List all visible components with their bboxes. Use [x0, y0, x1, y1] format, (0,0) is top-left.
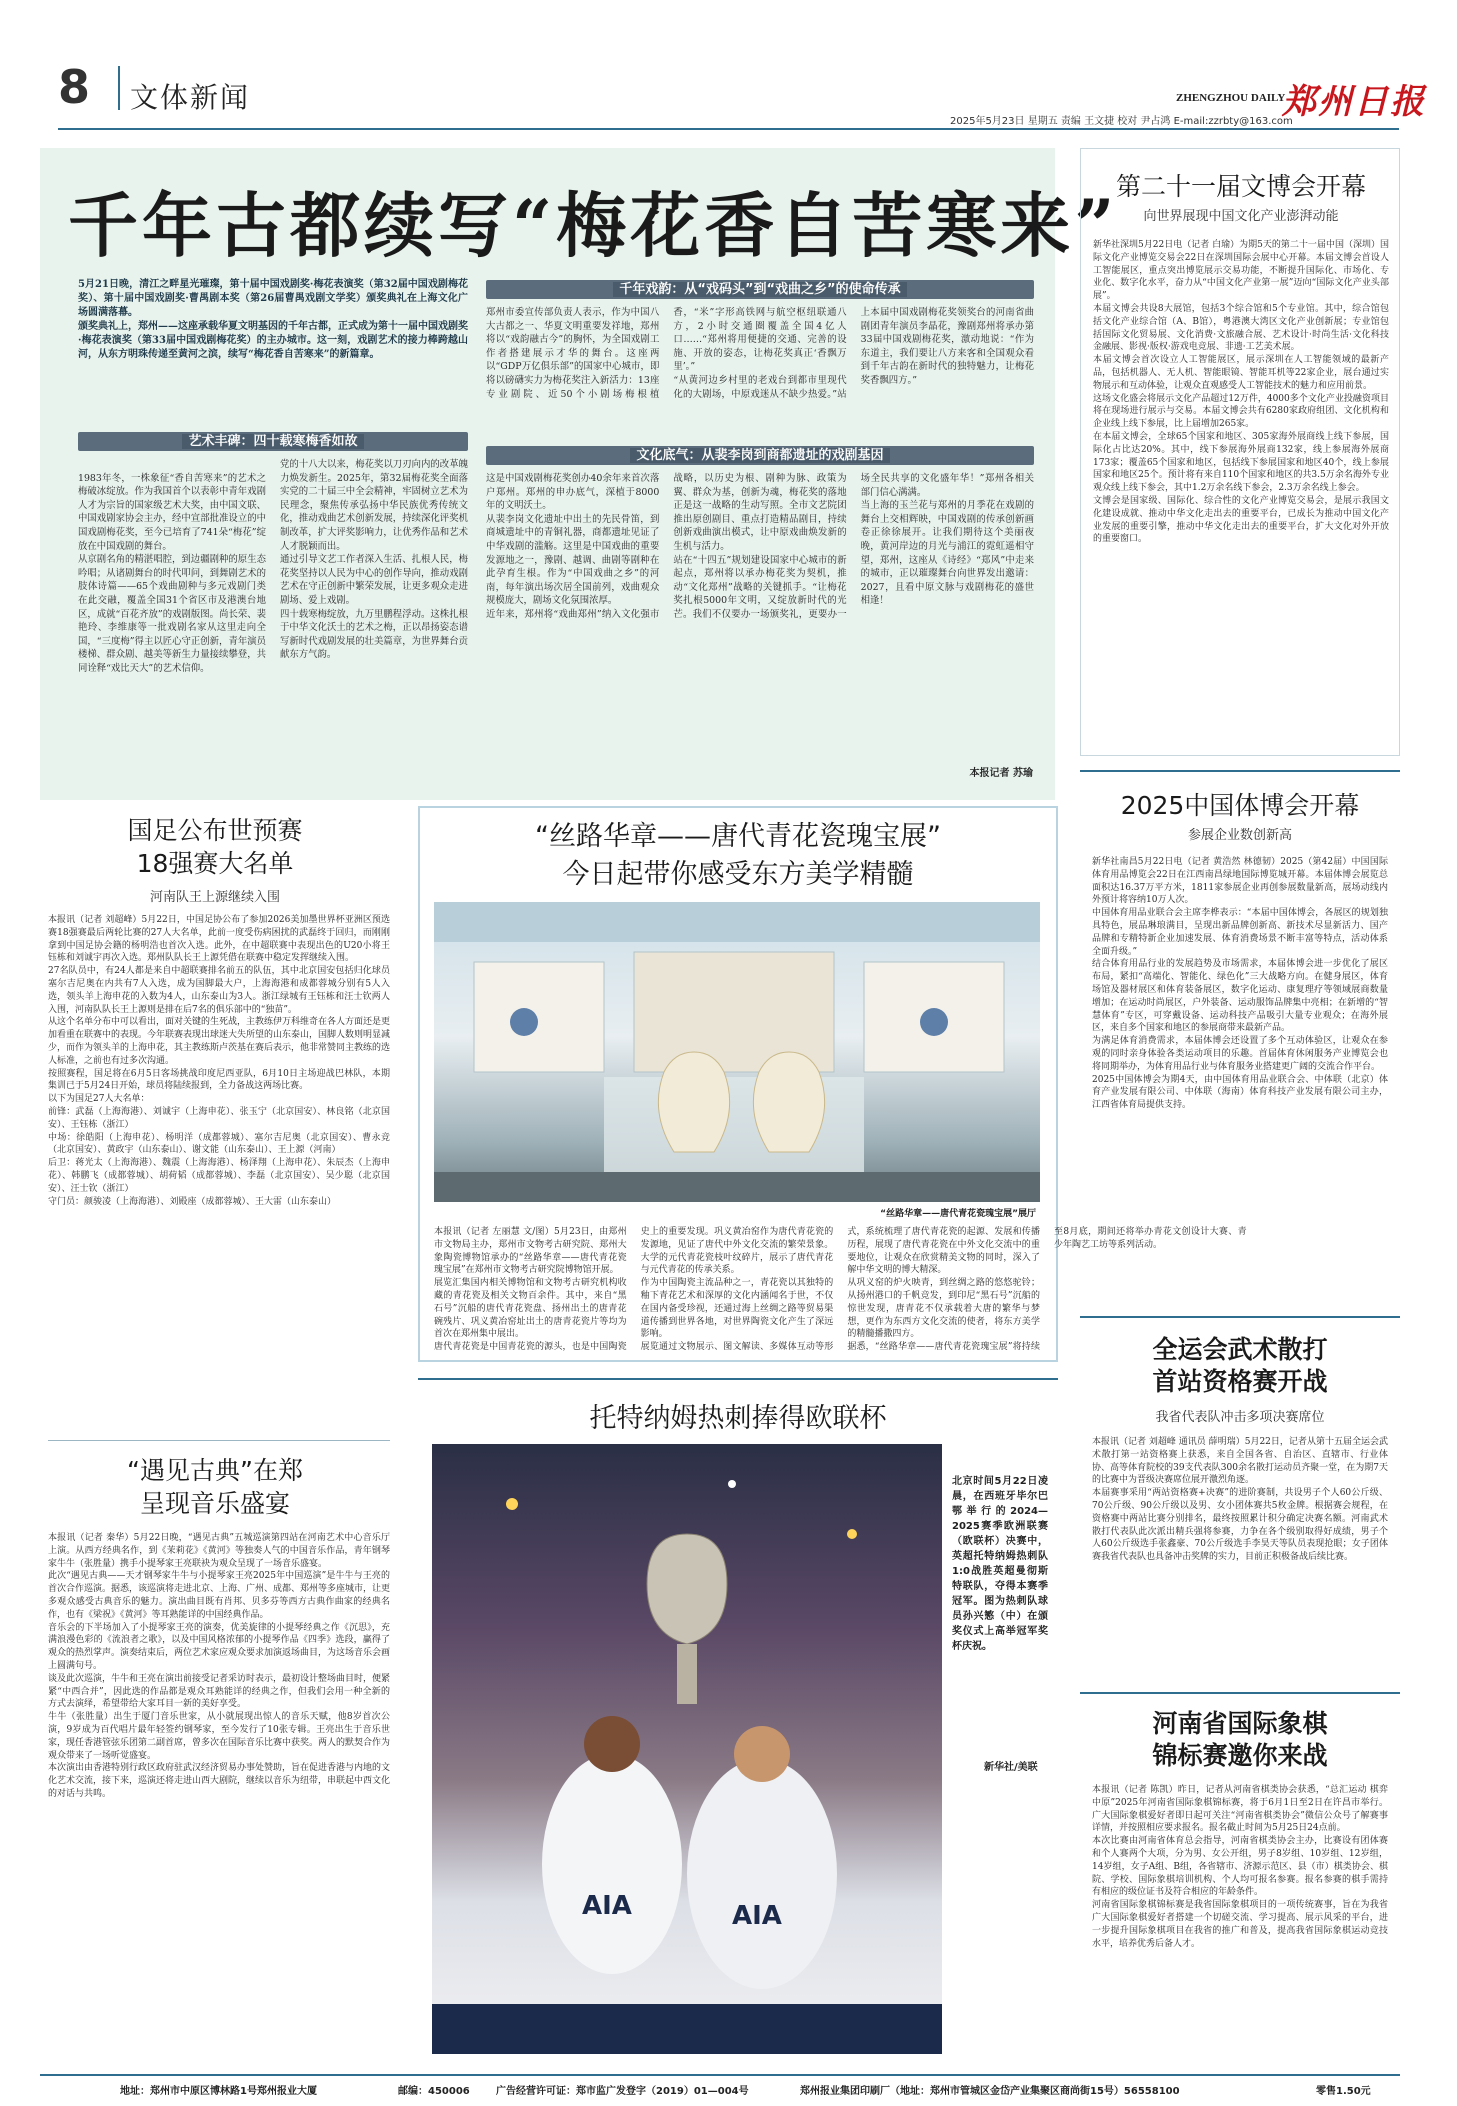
europa-title: 托特纳姆热刺捧得欧联杯: [589, 1403, 887, 1434]
expo-text: 新华社深圳5月22日电（记者 白瑜）为期5天的第二十一届中国（深圳）国际文化产业博览交易会22日在深圳国际会展中心开幕。本届文博会首设人工智能展区，重点突出博览展示交易功能，不断提升国际化、市场化、专业化、数字化水平，奋力从“中国文化产业第一展”迈向“国际文化产业头部展”。 本届文博会共设8大展馆，包括3个综合馆和5个专业馆。其中，综合馆包括文化产业综合馆（A、B馆），粤港澳大湾区文化产业创新展；专业馆包括国际文化贸易展、文化消费·文旅融合展、艺术设计·时尚生活·文化科技金融展、影视·版权·游戏电竞展、非遗·工艺美术展。 本届文博会首次设立人工智能展区，展示深圳在人工智能领域的最新产品，包括机器人、无人机、智能眼镜、智能耳机等22家企业，展台通过实物展示和互动体验，让观众直观感受人工智能技术的魅力和应用前景。 这场文化盛会将展示文化产品超过12万件，4000多个文化产业投融资项目将在现场进行展示与交易。本届文博会共有6280家政府组团、文化机构和企业线上线下参展，比上届增加265家。 在本届文博会，全球65个国家和地区、305家海外展商线上线下参展，国际化占比达20%。其中，线下参展海外展商132家，线上参展海外展商173家；覆盖65个国家和地区，包括线下参展国家和地区40个，线上参展国家和地区25个。预计将有来自110个国家和地区的共3.5万余名海外专业观众线上线下参会，其中1.2万余名线下参会，2.3万余名线上参会。 文博会是国家级、国际化、综合性的文化产业博览交易会，是展示我国文化建设成就、推动中华文化走出去的重要平台，已成长为推动中国文化产业发展的重要引擎，推动中华文化走出去的重要平台，扩大文化对外开放的重要窗口。: [1093, 240, 1389, 545]
story-chess: [1080, 1692, 1400, 2064]
europa-celebration-photo: [432, 1444, 942, 2054]
header-rule: [58, 128, 1399, 130]
lead-story: [40, 148, 1119, 800]
footer-price: 零售1.50元: [1316, 2086, 1371, 2097]
porcelain-photo-art: [434, 902, 1040, 1202]
lead-col1: 1983年冬，一株象征“香自苦寒来”的艺术之梅破冰绽放。作为我国首个以表彰中青年戏剧人才为宗旨的国家级艺术大奖，由中国文联、中国戏剧家协会主办，经中宣部批准设立的中国戏剧梅花奖，至今已培育了741朵“梅花”绽放在中国戏剧的舞台。 从京剧名角的精湛唱腔，到边疆剧种的原生态吟唱；从诸剧舞台的时代叩问，到舞剧艺术的肢体诗篇——65个戏曲剧种与多元戏剧门类在此交融，覆盖全国31个省区市及港澳台地区，成就“百花齐放”的戏剧版图。尚长荣、裴艳玲、李维康等一批戏剧名家从这里走向全国，“三度梅”得主以匠心守正创新，青年演员楼梯、群众剧、越美等新生力量接续攀登，共同诠释“戏比天大”的艺术信仰。: [78, 472, 266, 674]
lead-col-opera: 郑州市委宣传部负责人表示，作为中国八大古都之一、华夏文明重要发祥地，郑州将以“戏韵融古今”的胸怀，为全国戏剧工作者搭建展示才华的舞台。这座两以“GDP万亿俱乐部”的国家中心城市，即将以磅礴实力为梅花奖注入新活力：13座专业剧院、近50个小剧场梅根植香，“米”字形高铁网与航空枢纽联通八方，2小时交通圈覆盖全国4亿人口……“郑州将用便捷的交通、完善的设施、开放的姿态，让梅花奖真正‘香飘万里’。” “从黄河边乡村里的老戏台到都市里现代化的大剧场，中原戏迷从不缺少热爱。”站上本届中国戏剧梅花奖领奖台的河南省曲剧团青年演员李晶花，豫剧郑州将承办第33届中国戏剧梅花奖，激动地说：“作为东道主，我们要让八方来客和全国观众看到千年古韵在新时代的独特魅力，让梅花奖香飘四方。”: [486, 307, 1034, 400]
sports-expo-title: 2025中国体博会开幕: [1120, 791, 1360, 820]
story-sports-expo: [1080, 770, 1400, 1296]
lead-band-opera-text: 千年戏韵：从“戏码头”到“戏曲之乡”的使命传承: [613, 282, 906, 297]
lead-band-culture-text: 文化底气：从裴李岗到商都遗址的戏剧基因: [630, 448, 889, 463]
expo-title: 第二十一届文博会开幕: [1115, 172, 1366, 201]
newspaper-logo: 郑州日报: [1282, 82, 1426, 122]
story-expo: [1080, 148, 1400, 756]
porcelain-title: “丝路华章——唐代青花瓷瑰宝展” 今日起带你感受东方美学精髓: [535, 821, 941, 890]
page-header: [0, 0, 1457, 130]
lead-col-culture: 这是中国戏剧梅花奖创办40余年来首次落户郑州。郑州的申办底气，深植于8000年的文明沃土。 从裴李岗文化遗址中出土的先民骨笛，到商城遗址中的青铜礼器，商都遗址见证了中华戏剧的滥觞。这里是中国戏曲的重要发源地之一，豫剧、越调、曲剧等剧种在此孕育生根。作为“中国戏曲之乡”的河南，每年演出场次居全国前列，戏曲观众规模庞大，剧场文化氛围浓厚。 近年来，郑州将“戏曲郑州”纳入文化强市战略，以历史为根、剧种为脉、政策为翼、群众为基，创新为魂，梅花奖的落地正是这一战略的生动写照。全市文艺院团推出原创剧目、重点打造精品剧目，持续创新戏曲演出模式，让中原戏曲焕发新的生机与活力。 站在“十四五”规划建设国家中心城市的新起点，郑州将以承办梅花奖为契机，推动“文化郑州”战略的关键抓手。“让梅花奖扎根5000年文明，又绽放新时代的光芒。我们不仅要办一场颁奖礼，更要办一场全民共享的文化盛年华！”郑州各相关部门信心满满。 当上海的玉兰花与郑州的月季花在戏剧的舞台上交相辉映，中国戏剧的传承创新画卷正徐徐展开。让我们期待这个美丽夜晚，黄河岸边的月光与浦江的霓虹遥相守望，郑州，这座从《诗经》“郑风”中走来的城市，正以璀璨舞台向世界发出邀请：2027，且看中原文脉与戏剧梅花的盛世相逢！: [486, 473, 1034, 620]
music-title: “遇见古典”在郑 呈现音乐盛宴: [127, 1456, 303, 1518]
chess-rule: [1080, 1692, 1400, 1694]
lead-band-culture: [486, 446, 1034, 465]
page-footer: [40, 2074, 1400, 2100]
lead-band-art: [78, 432, 468, 451]
wushu-subtitle: 我省代表队冲击多项决赛席位: [1155, 1410, 1325, 1425]
lead-intro: 5月21日晚，清江之畔星光璀璨，第十届中国戏剧奖·梅花表演奖（第32届中国戏剧梅花奖）、第十届中国戏剧奖·曹禺剧本奖（第26届曹禺戏剧文学奖）颁奖典礼在上海文化广场圆满落幕。 颁奖典礼上，郑州——这座承载华夏文明基因的千年古都，正式成为第十一届中国戏剧奖·梅花表演奖（第33届中国戏剧梅花奖）的主办城市。这一刻，戏剧艺术的接力棒跨越山河，从东方明珠传递至黄河之滨，续写“梅花香自苦寒来”的新篇章。: [78, 279, 468, 360]
soccer-title: 国足公布世预赛 18强赛大名单: [127, 816, 303, 878]
daily-name-en: ZHENGZHOU DAILY: [1176, 92, 1286, 104]
story-music: [40, 1440, 398, 2064]
header-divider-v: [118, 66, 120, 110]
chess-title: 河南省国际象棋 锦标赛邀你来战: [1152, 1709, 1328, 1770]
page-number: 8: [58, 60, 91, 114]
porcelain-text: 本报讯（记者 左丽慧 文/图）5月23日，由郑州市文物局主办，郑州市文物考古研究院、郑州大象陶瓷博物馆承办的“丝路华章——唐代青花瓷瑰宝展”在郑州市文物考古研究院博物馆开展。 展览汇集国内相关博物馆和文物考古研究机构收藏的青花瓷及相关文物百余件。其中，来自“黑石号”沉船的唐代青花瓷盘、扬州出土的唐青花碗残片、巩义黄冶窑址出土的唐青花瓷片等均为首次在郑州集中展出。 唐代青花瓷是中国青花瓷的源头，也是中国陶瓷史上的重要发现。巩义黄冶窑作为唐代青花瓷的发源地，见证了唐代中外文化交流的繁荣景象。大学的元代青花瓷枝叶纹碎片，展示了唐代青花与元代青花的传承关系。 作为中国陶瓷主流品种之一，青花瓷以其独特的釉下青花艺术和深厚的文化内涵闻名于世，不仅在国内备受珍视，还通过海上丝绸之路等贸易渠道传播到世界各地，对世界陶瓷文化产生了深远影响。 展览通过文物展示、图文解读、多媒体互动等形式，系统梳理了唐代青花瓷的起源、发展和传播历程，展现了唐代青花瓷在中外文化交流中的重要地位，让观众在欣赏精美文物的同时，深入了解中华文明的博大精深。 从巩义窑的炉火映青，到丝绸之路的悠悠驼铃；从扬州港口的千帆竞发，到印尼“黑石号”沉船的惊世发现，唐青花不仅承载着大唐的繁华与梦想，更作为东西方文化交流的使者，将东方美学的精髓播撒四方。 据悉，“丝路华章——唐代青花瓷瑰宝展”将持续至8月底，期间还将举办青花文创设计大赛、青少年陶艺工坊等系列活动。: [434, 1227, 1247, 1353]
lead-byline: 本报记者 苏瑜: [969, 768, 1033, 779]
music-text: 本报讯（记者 秦华）5月22日晚，“遇见古典”五城巡演第四站在河南艺术中心音乐厅上演。从西方经典名作，到《茉莉花》《黄河》等独奏人气的中国音乐作品，青年钢琴家牛牛（张胜量）携手小提琴家王亮联袂为观众呈现了一场音乐盛宴。 此次“遇见古典——天才钢琴家牛牛与小提琴家王亮2025年中国巡演”是牛牛与王亮的首次合作巡演。据悉，该巡演将走进北京、上海、广州、成都、郑州等多座城市，让更多观众感受古典音乐的魅力。演出曲目既有肖邦、贝多芬等西方古典作曲家的经典名作，也有《梁祝》《黄河》等耳熟能详的中国经典作品。 音乐会的下半场加入了小提琴家王亮的演奏，优美旋律的小提琴经典之作《沉思》，充满浪漫色彩的《流浪者之歌》，以及中国风格浓郁的小提琴作品《四季》选段，赢得了观众的热烈掌声。演奏结束后，两位艺术家应观众要求加演返场曲目，为这场音乐会画上圆满句号。 谈及此次巡演，牛牛和王亮在演出前接受记者采访时表示，最初设计整场曲目时，便紧紧“中西合并”，因此选的作品都是观众耳熟能详的经典之作，但我们会用一种全新的方式去演绎，希望带给大家耳目一新的美好享受。 牛牛（张胜量）出生于厦门音乐世家，从小就展现出惊人的音乐天赋，他8岁首次公演，9岁成为百代唱片最年轻签约钢琴家，至今发行了10张专辑。王亮出生于音乐世家，现任香港管弦乐团第二副首席，曾多次在国际音乐比赛中获奖。两人的默契合作为观众带来了一场听觉盛宴。 本次演出由香港特别行政区政府驻武汉经济贸易办事处赞助，旨在促进香港与内地的文化艺术交流，接下来，巡演还将走进山西大剧院，继续以音乐为纽带，串联起中西文化的对话与共鸣。: [48, 1533, 391, 1799]
wushu-text: 本报讯（记者 刘超峰 通讯员 薛明瑞）5月22日，记者从第十五届全运会武术散打第一站资格赛上获悉，来自全国各省、自治区、直辖市、行业体协、高等体育院校的39支代表队300余名散打运动员齐聚一堂，在为期7天的比赛中为晋级决赛席位展开激烈角逐。 本届赛事采用“两站资格赛+决赛”的进阶赛制，共设男子个人60公斤级、70公斤级、90公斤级以及男、女小团体赛共5枚金牌。根据赛会规程，在资格赛中两站比赛分别排名，最终按照累计积分确定决赛名额。河南武术散打代表队此次派出精兵强将参赛，力争在各个级别取得好成绩，男子个人60公斤级选手张鑫豪、70公斤级选手李昊天等队员表现抢眼；女子团体赛我省代表队也具备冲击奖牌的实力，目前正积极备战后续比赛。: [1092, 1437, 1388, 1563]
story-soccer: [40, 810, 398, 1430]
europa-credit: 新华社/美联: [984, 1762, 1038, 1773]
lead-band-opera: [486, 280, 1034, 299]
footer-printer: 郑州报业集团印刷厂（地址：郑州市管城区金岱产业集聚区商尚街15号）56558100: [800, 2086, 1180, 2097]
wushu-title: 全运会武术散打 首站资格赛开战: [1152, 1335, 1328, 1396]
story-wushu: [1080, 1316, 1400, 1674]
svg-text:AIA: AIA: [582, 1891, 632, 1921]
dateline: 2025年5月23日 星期五 责编 王文捷 校对 尹占鸿 E-mail:zzrbty@163.com: [950, 116, 1293, 127]
footer-address: 地址：郑州市中原区博林路1号郑州报业大厦: [120, 2086, 317, 2097]
lead-headline: 千年古都续写“梅花香自苦寒来”: [68, 184, 1119, 267]
soccer-subtitle: 河南队王上源继续入围: [149, 890, 280, 905]
chess-text: 本报讯（记者 陈凯）昨日，记者从河南省棋类协会获悉，“总汇运动 棋弈中原”2025年河南省国际象棋锦标赛，将于6月1日至2日在许昌市举行。广大国际象棋爱好者即日起可关注“河南省棋类协会”微信公众号了解赛事详情，并按照相应要求报名。报名截止时间为5月25日24点前。 本次比赛由河南省体育总会指导，河南省棋类协会主办，比赛设有团体赛和个人赛两个大项，分为男、女公开组，男子8岁组、10岁组、12岁组，14岁组，女子A组、B组，各省辖市、济源示范区、县（市）棋类协会、棋院、学校、国际象棋培训机构、个人均可报名参赛。报名参赛的棋手需持有相应的级位证书及符合相应的年龄条件。 河南省国际象棋锦标赛是我省国际象棋项目的一项传统赛事，旨在为我省广大国际象棋爱好者搭建一个切磋交流、学习提高、展示风采的平台，进一步提升国际象棋项目在我省的推广和普及，提高我省国际象棋运动竞技水平，培养优秀后备人才。: [1092, 1785, 1388, 1949]
sports-expo-subtitle: 参展企业数创新高: [1187, 828, 1292, 843]
sports-expo-rule: [1080, 770, 1400, 772]
lead-col2: 党的十八大以来，梅花奖以刀刃向内的改革魄力焕发新生。2025年，第32届梅花奖全面落实党的二十届三中全会精神，牢固树立艺术为民理念，聚焦传承弘扬中华民族优秀传统文化，推动戏曲艺术创新发展，持续深化评奖机制改革，扩大评奖影响力，让优秀作品和艺术人才脱颖而出。 通过引导文艺工作者深入生活、扎根人民，梅花奖坚持以人民为中心的创作导向，推动戏剧艺术在守正创新中繁荣发展，让更多观众走进剧场、爱上戏剧。 四十载寒梅绽放，九万里鹏程浮动。这株扎根于中华文化沃土的艺术之梅，正以昂扬姿态谱写新时代戏剧发展的壮美篇章，为世界舞台贡献东方气韵。: [280, 459, 468, 661]
lead-band-art-text: 艺术丰碑：四十载寒梅香如故: [182, 434, 363, 449]
story-europa: [418, 1378, 1058, 2064]
sports-expo-text: 新华社南昌5月22日电（记者 黄浩然 林德韧）2025（第42届）中国国际体育用品博览会22日在江西南昌绿地国际博览城开幕。本届体博会展览总面积达16.37万平方米，1811家参展企业再创参展数量新高，展场动线内外预计将容纳10万人次。 中国体育用品业联合会主席李桦表示：“本届中国体博会，各展区的规划独具特色，展品琳琅满目，呈现出新品牌创新高、新技术尽显新活力、国产品牌和专精特新企业加速发展、体育消费场景不断丰富等特点，活动体系全面升级。” 结合体育用品行业的发展趋势及市场需求，本届体博会进一步优化了展区布局，紧扣“高端化、智能化、绿色化”三大战略方向。在健身展区，体育场馆及器材展区和体育装备展区，数字化运动、康复理疗等领域展商数量增加；在运动时尚展区，户外装备、运动服饰品牌集中亮相；在新增的“智慧体育”专区，可穿戴设备、运动科技产品吸引大量专业观众；在海外展区，来自多个国家和地区的参展商带来最新产品。 为满足体育消费需求，本届体博会还设置了多个互动体验区，让观众在参观的同时亲身体验各类运动项目的乐趣。首届体育休闲服务产业博览会也将同期举办，为体育用品行业与体育服务业搭建更广阔的交流合作平台。 2025中国体博会为期4天，由中国体育用品业联合会、中体联（北京）体育产业发展有限公司、中体联（海南）体育科技产业发展有限公司主办，江西省体育局提供支持。: [1092, 857, 1388, 1111]
music-rule: [48, 1440, 390, 1441]
footer-postcode: 邮编：450006: [398, 2086, 470, 2097]
footer-license: 广告经营许可证：郑市监广发登字（2019）01—004号: [496, 2086, 749, 2097]
soccer-text: 本报讯（记者 刘超峰）5月22日，中国足协公布了参加2026美加墨世界杯亚洲区预选赛18强赛最后两轮比赛的27人大名单，此前一度受伤病困扰的武磊终于回归，而刚刚拿到中国足协会籍的杨明浩也首次入选。此外，在中超联赛中表现出色的U20小将王钰栋和刘诚宇再次入选。郑州队队长王上源凭借在联赛中稳定发挥继续入围。 27名队员中，有24人都是来自中超联赛排名前五的队伍，其中北京国安包括归化球员塞尔吉尼奥在内共有7人入选，成为国脚最大户，上海海港和成都蓉城分别有5人入选，领头羊上海申花的入数为4人，山东泰山为3人。浙江绿城有王钰栋和汪士钦两人入围，河南队队长王上源则是排在后7名的俱乐部中的“独苗”。 从这个名单分布中可以看出，面对关键的生死战，主教练伊万科维奇在各人方面还是更加看重在联赛中的表现。今年联赛表现出球迷大失所望的山东泰山，国脚人数则明显减少，而作为领头羊的上海申花，其主教练斯卢茨基在赛后表示，他非常赞同主教练的选人标准，之前也有过多次沟通。 按照赛程，国足将在6月5日客场挑战印度尼西亚队，6月10日主场迎战巴林队，本期集训已于5月24日开始，球员将陆续报到，全力备战这两场比赛。 以下为国足27人大名单： 前锋：武磊（上海海港）、刘诚宇（上海申花）、张玉宁（北京国安）、林良铭（北京国安）、王钰栋（浙江） 中场：徐皓阳（上海申花）、杨明洋（成都蓉城）、塞尔吉尼奥（北京国安）、曹永竞（北京国安）、黄政宇（山东泰山）、谢文能（山东泰山）、王上源（河南） 后卫：蒋光太（上海海港）、魏震（上海海港）、杨泽翔（上海申花）、朱辰杰（上海申花）、韩鹏飞（成都蓉城）、胡荷韬（成都蓉城）、李磊（北京国安）、吴少聪（北京国安）、汪士钦（浙江） 守门员：颜骏凌（上海海港）、刘殿座（成都蓉城）、王大雷（山东泰山）: [48, 915, 391, 1207]
europa-photo-art: [432, 1444, 942, 2054]
expo-subtitle: 向世界展现中国文化产业澎湃动能: [1143, 209, 1339, 224]
europa-rule: [418, 1378, 1058, 1380]
wushu-rule: [1080, 1316, 1400, 1318]
porcelain-exhibition-photo: [434, 902, 1040, 1202]
europa-caption: 北京时间5月22日凌晨，在西班牙毕尔巴鄂举行的2024—2025赛季欧洲联赛（欧联杯）决赛中，英超托特纳姆热刺队1:0战胜英超曼彻斯特联队，夺得本赛季冠军。图为热刺队球员孙兴慜（中）在颁奖仪式上高举冠军奖杯庆祝。: [952, 1476, 1048, 1652]
svg-text:AIA: AIA: [732, 1901, 782, 1931]
section-title: 文体新闻: [130, 81, 251, 114]
lead-col-art: [78, 458, 468, 758]
porcelain-photo-caption: “丝路华章——唐代青花瓷瑰宝展”展厅: [880, 1209, 1036, 1219]
